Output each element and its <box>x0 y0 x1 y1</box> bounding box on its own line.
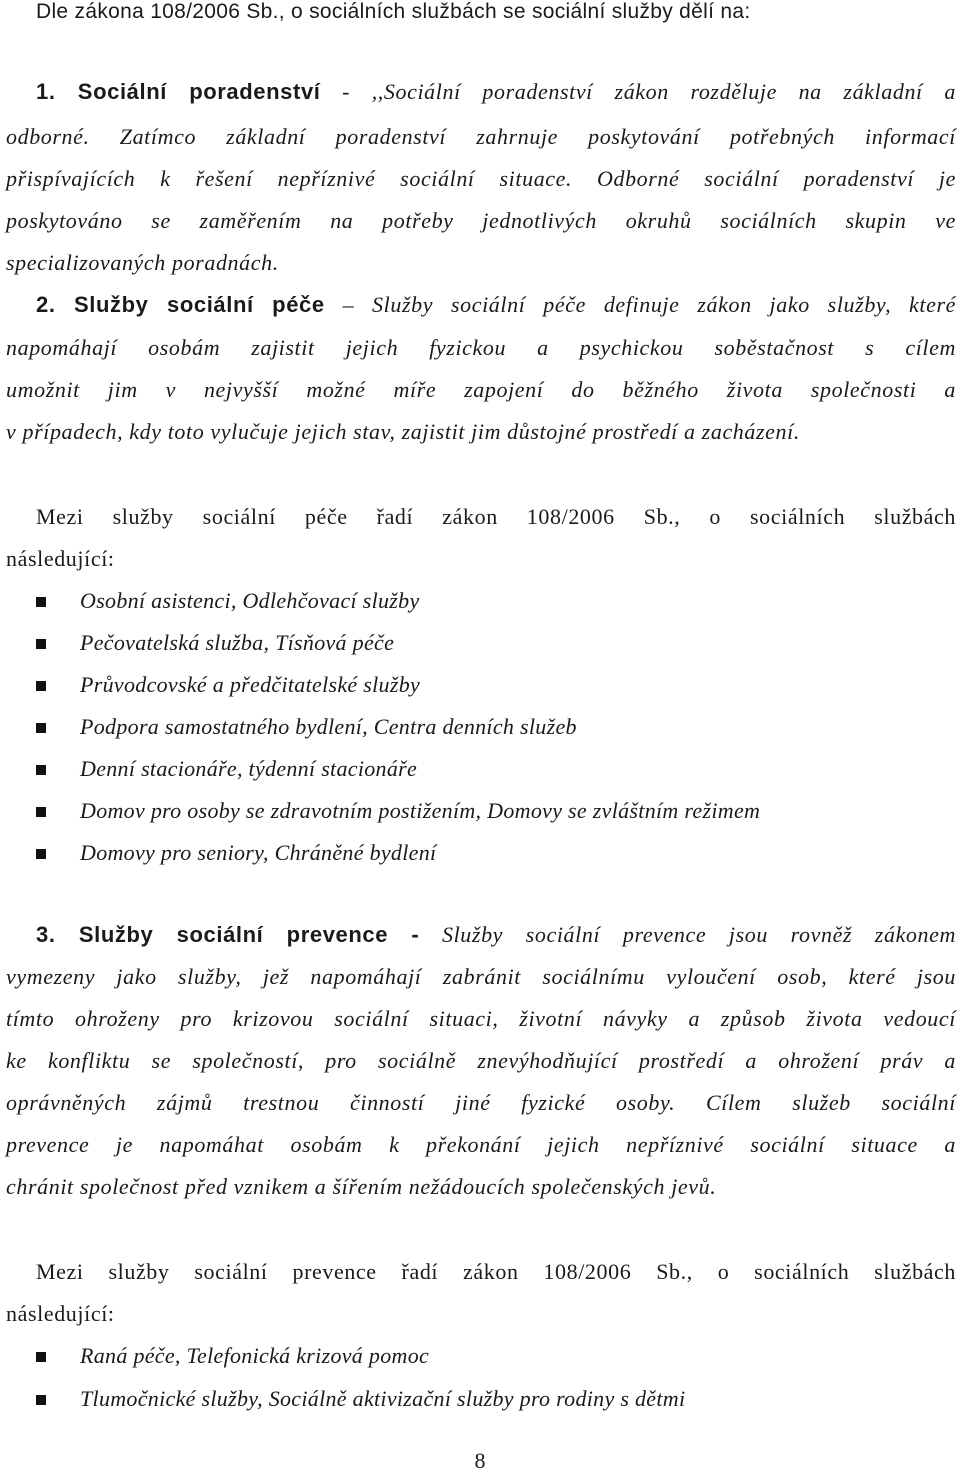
list-item: Průvodcovské a předčitatelské služby <box>36 672 936 702</box>
list-item: Pečovatelská služba, Tísňová péče <box>36 630 936 660</box>
sec3-line-5: oprávněných zájmů trestnou činností jiné fyzické osoby. Cílem služeb sociální <box>6 1090 956 1115</box>
sec3-line-6: prevence je napomáhat osobám k překonání jejich nepříznivé sociální situace a <box>6 1132 956 1157</box>
sec3-heading: 3. Služby sociální prevence - <box>36 922 420 947</box>
list-item: Domov pro osoby se zdravotním postižením, Domovy se zvláštním režimem <box>36 798 936 828</box>
page-number: 8 <box>474 1448 486 1473</box>
sec1-line-1: 1. Sociální poradenství - ,,Sociální poradenství zákon rozděluje na základní a <box>36 79 956 104</box>
sec1-line-2: odborné. Zatímco základní poradenství zahrnuje poskytování potřebných informací <box>6 124 956 149</box>
list-item: Tlumočnické služby, Sociálně aktivizační služby pro rodiny s dětmi <box>36 1386 936 1416</box>
sec1-line-3: přispívajících k řešení nepříznivé sociální situace. Odborné sociální poradenství je <box>6 166 956 191</box>
sec3-line-7: chránit společnost před vznikem a šířením nežádoucích společenských jevů. <box>6 1174 717 1199</box>
square-bullet-icon <box>36 681 46 691</box>
square-bullet-icon <box>36 1352 46 1362</box>
sec3-list-intro-1: Mezi služby sociální prevence řadí zákon 108/2006 Sb., o sociálních službách <box>36 1259 956 1284</box>
sec2-line-4: v případech, kdy toto vylučuje jejich stav, zajistit jim důstojné prostředí a zacházení. <box>6 419 800 444</box>
list-item: Podpora samostatného bydlení, Centra denních služeb <box>36 714 936 744</box>
sec2-heading: 2. Služby sociální péče <box>36 292 325 317</box>
list-item: Raná péče, Telefonická krizová pomoc <box>36 1343 936 1373</box>
sec1-line-4: poskytováno se zaměřením na potřeby jednotlivých okruhů sociálních skupin ve <box>6 208 956 233</box>
sec3-line-1: 3. Služby sociální prevence - Služby sociální prevence jsou rovněž zákonem <box>36 922 956 947</box>
square-bullet-icon <box>36 597 46 607</box>
square-bullet-icon <box>36 639 46 649</box>
square-bullet-icon <box>36 765 46 775</box>
sec2-line-1: 2. Služby sociální péče – Služby sociální péče definuje zákon jako služby, které <box>36 292 956 317</box>
sec2-list-intro-2: následující: <box>6 546 115 571</box>
square-bullet-icon <box>36 723 46 733</box>
sec2-list-intro-1: Mezi služby sociální péče řadí zákon 108/2006 Sb., o sociálních službách <box>36 504 956 529</box>
list-item: Osobní asistenci, Odlehčovací služby <box>36 588 936 618</box>
sec1-heading: 1. Sociální poradenství <box>36 79 321 104</box>
square-bullet-icon <box>36 849 46 859</box>
intro-line: Dle zákona 108/2006 Sb., o sociálních službách se sociální služby dělí na: <box>36 0 751 23</box>
sec3-line-4: ke konfliktu se společností, pro sociálně znevýhodňující prostředí a ohrožení práv a <box>6 1048 956 1073</box>
square-bullet-icon <box>36 807 46 817</box>
sec3-line-2: vymezeny jako služby, jež napomáhají zabránit sociálnímu vyloučení osob, které jsou <box>6 964 956 989</box>
square-bullet-icon <box>36 1395 46 1405</box>
list-item: Domovy pro seniory, Chráněné bydlení <box>36 840 936 870</box>
sec1-line-5: specializovaných poradnách. <box>6 250 279 275</box>
sec3-list-intro-2: následující: <box>6 1301 115 1326</box>
sec3-line-3: tímto ohroženy pro krizovou sociální situaci, životní návyky a způsob života vedoucí <box>6 1006 956 1031</box>
list-item: Denní stacionáře, týdenní stacionáře <box>36 756 936 786</box>
sec2-line-3: umožnit jim v nejvyšší možné míře zapojení do běžného života společnosti a <box>6 377 956 402</box>
sec2-line-2: napomáhají osobám zajistit jejich fyzickou a psychickou soběstačnost s cílem <box>6 335 956 360</box>
